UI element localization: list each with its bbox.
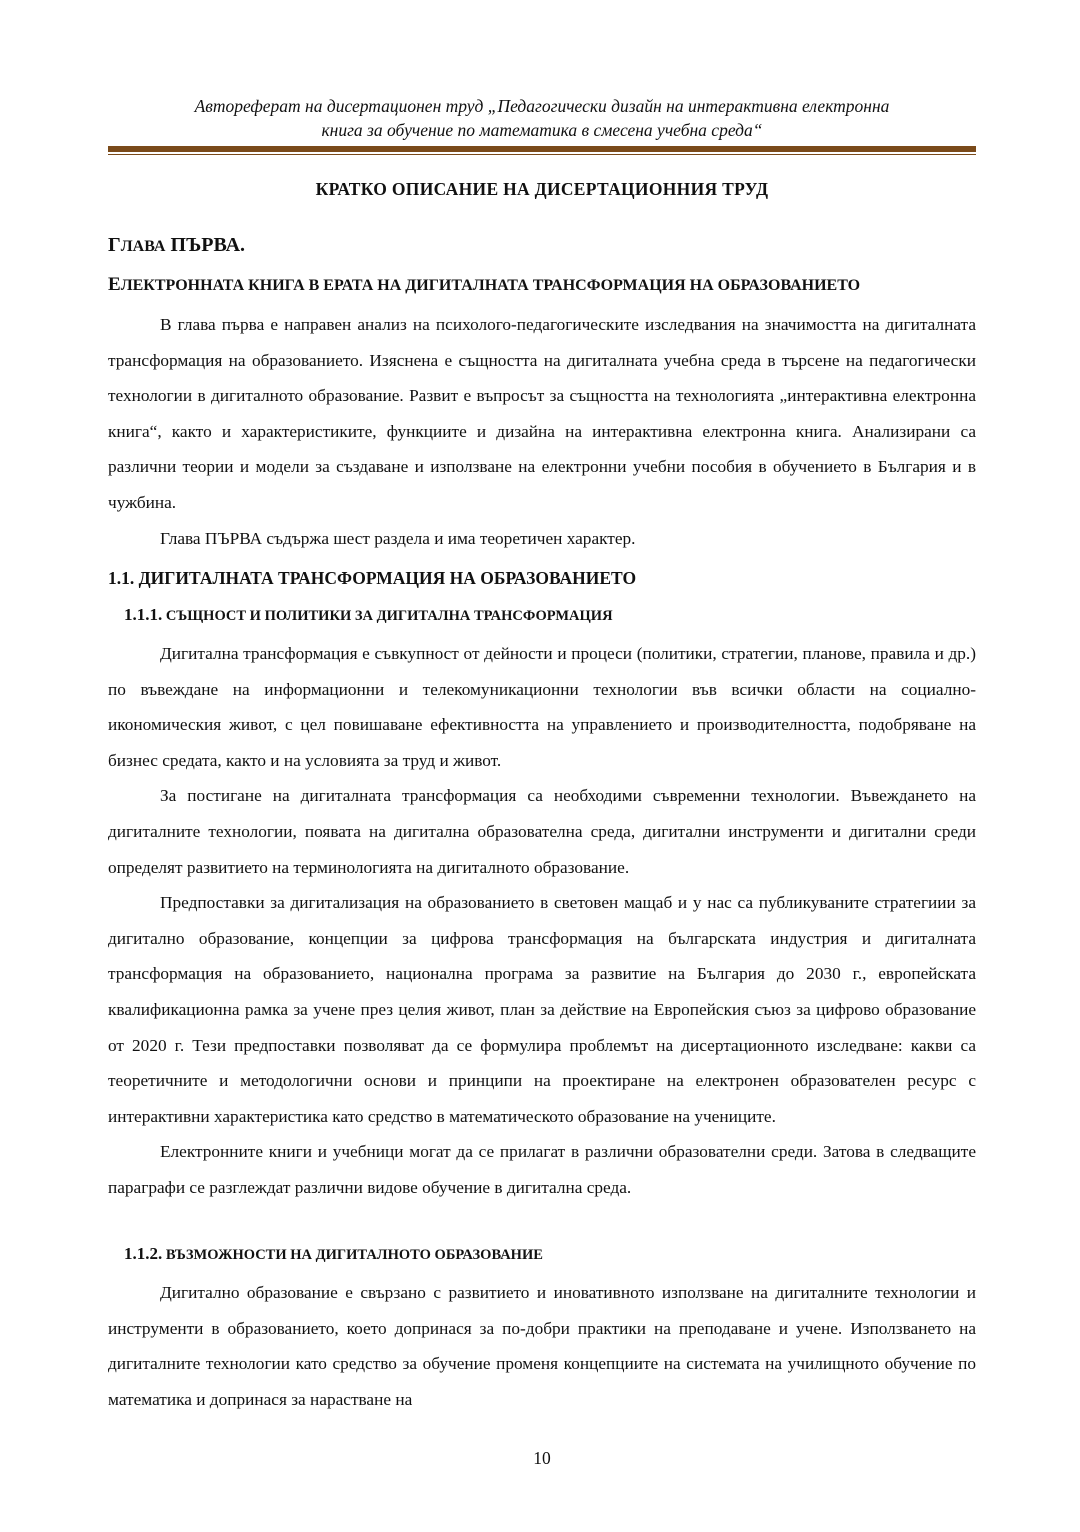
chapter-number: ПЪРВА. [170,234,246,256]
page-title: КРАТКО ОПИСАНИЕ НА ДИСЕРТАЦИОННИЯ ТРУД [315,179,769,199]
section-1-1-1-paragraph-4: Електронните книги и учебници могат да се прилагат в различни образователни среди. Затова в следващите параграфи се разглеждат различни видове обучение в дигитална среда. [108,1142,976,1197]
chapter-subtitle-initial: Е [108,274,121,295]
section-1-1-1-number: 1.1.1. [124,605,163,624]
header-rule [108,146,976,152]
section-1-1-1-paragraph-1: Дигитална трансформация е съвкупност от дейности и процеси (политики, стратегии, планове, правила и др.) по въвеждане на информационни и телекомуникационни технологии във всички области на социално-икономическия живот, с цел повишаване ефективността на управлението и производителността, подобряване на бизнес средата, както и на условията за труд и живот. [108,644,976,770]
section-1-1-1-title: СЪЩНОСТ И ПОЛИТИКИ ЗА ДИГИТАЛНА ТРАНСФОРМАЦИЯ [165,608,613,624]
chapter-subtitle-rest: ЛЕКТРОННАТА КНИГА В ЕРАТА НА ДИГИТАЛНАТА ТРАНСФОРМАЦИЯ НА ОБРАЗОВАНИЕТО [120,277,861,294]
section-1-1-1-paragraph-3: Предпоставки за дигитализация на образованието в световен мащаб и у нас са публикуваните стратегиии за дигитално образование, концепции за цифрова трансформация на българската индустрия и дигиталната трансформация на образованието, национална програма за развитие на България до 2030 г., европейската квалификационна рамка за учене през целия живот, план за действие на Европейския съюз за цифрово образование от 2020 г. Тези предпоставки позволяват да се формулира проблемът на дисертационното изследване: какви са теоретичните и методологични основи и принципи на проектиране на електронен образователен ресурс с интерактивни характеристика като средство в математическото образование на учениците. [108,893,976,1126]
page-number: 10 [533,1448,551,1468]
chapter-label-initial: Г [108,234,121,256]
section-1-1-1-text [108,636,976,1206]
section-1-1-heading: 1.1. ДИГИТАЛНАТА ТРАНСФОРМАЦИЯ НА ОБРАЗОВАНИЕТО [108,568,637,588]
section-1-1-2-heading [124,1244,543,1264]
intro-paragraph-2: Глава ПЪРВА съдържа шест раздела и има теоретичен характер. [160,528,636,548]
section-1-1-2-text [108,1275,976,1417]
section-1-1-1-paragraph-2: За постигане на дигиталната трансформация са необходими съвременни технологии. Въвеждането на дигиталните технологии, появата на дигитална образователна среда, дигитални инструменти и дигитални среди определят развитието на терминологията на дигиталното образование. [108,786,976,877]
running-header-line-2: книга за обучение по математика в смесена учебна среда“ [321,120,763,140]
section-1-1-2-title: ВЪЗМОЖНОСТИ НА ДИГИТАЛНОТО ОБРАЗОВАНИЕ [165,1247,543,1263]
chapter-subtitle [108,274,976,296]
intro-text [108,307,976,556]
section-1-1-1-heading [124,605,613,625]
intro-paragraph-1: В глава първа е направен анализ на психолого-педагогическите изследвания на значимостта на дигиталната трансформация на образованието. Изяснена е същността на дигиталната учебна среда в търсене на педагогически технологии в дигиталното образование. Развит е въпросът за същността на технологията „интерактивна електронна книга“, както и характеристиките, функциите и дизайна на интерактивна електронна книга. Анализирани са различни теории и модели за създаване и използване на електронни учебни пособия в обучението в България и в чужбина. [108,315,976,512]
section-1-1-2-number: 1.1.2. [124,1244,163,1263]
chapter-heading [108,234,245,257]
running-header-line-1: Автореферат на дисертационен труд „Педагогически дизайн на интерактивна електронна [194,96,890,116]
section-1-1-2-paragraph-1: Дигитално образование е свързано с развитието и иновативното използване на дигиталните технологии и инструменти в образованието, което допринася за по-добри практики на преподаване и учене. Използването на дигиталните технологии като средство за обучение променя концепциите на системата на училищното обучение по математика и допринася за нарастване на [108,1283,976,1409]
chapter-label-rest: ЛАВА [120,238,166,255]
running-header [108,94,976,142]
